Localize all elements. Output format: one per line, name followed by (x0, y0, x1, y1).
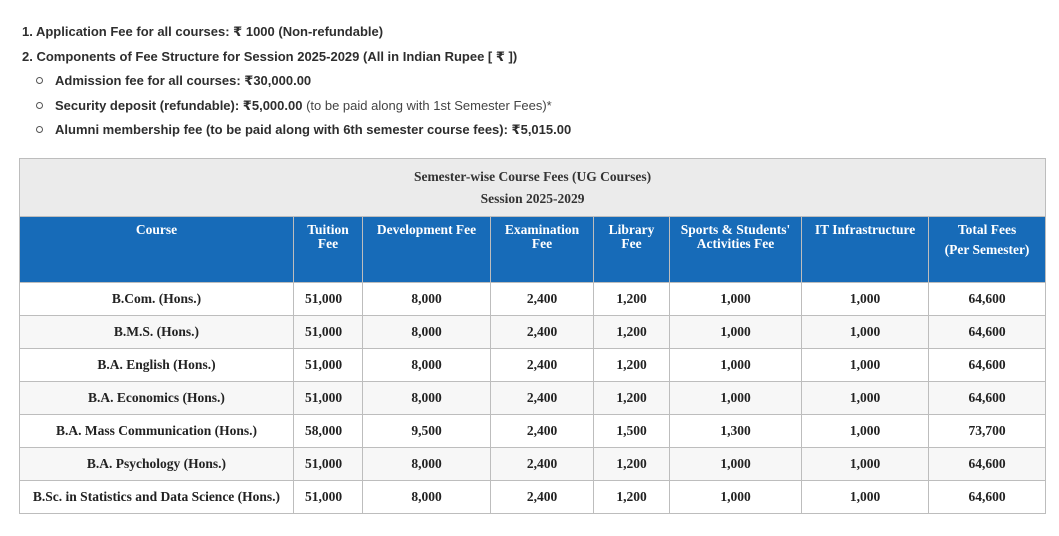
cell-total: 64,600 (929, 349, 1046, 382)
cell-examination: 2,400 (491, 415, 594, 448)
header-library: Library Fee (594, 217, 670, 283)
cell-course: B.A. English (Hons.) (20, 349, 294, 382)
cell-development: 8,000 (363, 382, 491, 415)
alumni-fee-item (22, 118, 1042, 143)
cell-development: 9,500 (363, 415, 491, 448)
cell-total: 64,600 (929, 283, 1046, 316)
cell-course: B.Sc. in Statistics and Data Science (Hons.) (20, 481, 294, 514)
cell-sports: 1,000 (670, 382, 802, 415)
cell-it: 1,000 (802, 349, 929, 382)
security-deposit-text: Security deposit (refundable): ₹5,000.00 (55, 97, 303, 113)
cell-examination: 2,400 (491, 283, 594, 316)
header-sports: Sports & Students' Activities Fee (670, 217, 802, 283)
table-title: Semester-wise Course Fees (UG Courses) (413, 168, 652, 184)
cell-tuition: 51,000 (294, 316, 363, 349)
cell-library: 1,200 (594, 382, 670, 415)
cell-tuition: 51,000 (294, 382, 363, 415)
cell-it: 1,000 (802, 316, 929, 349)
cell-examination: 2,400 (491, 448, 594, 481)
cell-sports: 1,000 (670, 316, 802, 349)
cell-sports: 1,000 (670, 448, 802, 481)
cell-total: 64,600 (929, 316, 1046, 349)
cell-course: B.A. Economics (Hons.) (20, 382, 294, 415)
cell-sports: 1,000 (670, 283, 802, 316)
fee-table (19, 158, 1046, 514)
cell-tuition: 51,000 (294, 481, 363, 514)
cell-development: 8,000 (363, 349, 491, 382)
alumni-fee-text: Alumni membership fee (to be paid along with 6th semester course fees): ₹5,015.00 (55, 122, 572, 137)
table-session: Session 2025-2029 (480, 190, 585, 206)
cell-course: B.A. Psychology (Hons.) (20, 448, 294, 481)
header-development: Development Fee (363, 217, 491, 283)
cell-examination: 2,400 (491, 382, 594, 415)
application-fee-note: 1. Application Fee for all courses: ₹ 1000 (Non-refundable) (22, 24, 384, 39)
cell-library: 1,200 (594, 481, 670, 514)
cell-total: 64,600 (929, 448, 1046, 481)
cell-it: 1,000 (802, 382, 929, 415)
table-row (20, 415, 1046, 448)
table-row (20, 316, 1046, 349)
table-body (20, 283, 1046, 514)
header-tuition: Tuition Fee (294, 217, 363, 283)
bullet-icon (36, 126, 43, 133)
admission-fee-item (22, 69, 1042, 94)
cell-library: 1,500 (594, 415, 670, 448)
header-examination: Examination Fee (491, 217, 594, 283)
cell-examination: 2,400 (491, 481, 594, 514)
cell-tuition: 51,000 (294, 448, 363, 481)
cell-sports: 1,000 (670, 349, 802, 382)
fee-notes (22, 20, 1042, 143)
cell-it: 1,000 (802, 283, 929, 316)
bullet-icon (36, 77, 43, 84)
cell-library: 1,200 (594, 316, 670, 349)
header-total-sub: (Per Semester) (944, 242, 1030, 257)
header-course: Course (20, 217, 294, 283)
cell-library: 1,200 (594, 283, 670, 316)
bullet-icon (36, 102, 43, 109)
table-row (20, 349, 1046, 382)
cell-development: 8,000 (363, 316, 491, 349)
security-deposit-item (22, 94, 1042, 119)
cell-course: B.M.S. (Hons.) (20, 316, 294, 349)
table-row (20, 283, 1046, 316)
cell-tuition: 51,000 (294, 283, 363, 316)
fee-components-note: 2. Components of Fee Structure for Session 2025-2029 (All in Indian Rupee [ ₹ ]) (22, 48, 518, 64)
cell-it: 1,000 (802, 415, 929, 448)
cell-total: 64,600 (929, 382, 1046, 415)
cell-total: 64,600 (929, 481, 1046, 514)
table-header-row (20, 217, 1046, 283)
header-total (929, 217, 1046, 283)
cell-development: 8,000 (363, 481, 491, 514)
cell-development: 8,000 (363, 283, 491, 316)
admission-fee-text: Admission fee for all courses: ₹30,000.00 (55, 73, 312, 88)
cell-it: 1,000 (802, 448, 929, 481)
cell-development: 8,000 (363, 448, 491, 481)
cell-course: B.Com. (Hons.) (20, 283, 294, 316)
header-it: IT Infrastructure (802, 217, 929, 283)
table-row (20, 382, 1046, 415)
cell-library: 1,200 (594, 448, 670, 481)
table-row (20, 481, 1046, 514)
table-row (20, 448, 1046, 481)
cell-course: B.A. Mass Communication (Hons.) (20, 415, 294, 448)
cell-sports: 1,000 (670, 481, 802, 514)
cell-library: 1,200 (594, 349, 670, 382)
cell-tuition: 51,000 (294, 349, 363, 382)
cell-it: 1,000 (802, 481, 929, 514)
cell-tuition: 58,000 (294, 415, 363, 448)
cell-examination: 2,400 (491, 316, 594, 349)
header-total-label: Total Fees (957, 222, 1017, 237)
security-deposit-note: (to be paid along with 1st Semester Fees)* (302, 97, 552, 113)
cell-total: 73,700 (929, 415, 1046, 448)
table-caption (20, 159, 1046, 217)
cell-examination: 2,400 (491, 349, 594, 382)
cell-sports: 1,300 (670, 415, 802, 448)
